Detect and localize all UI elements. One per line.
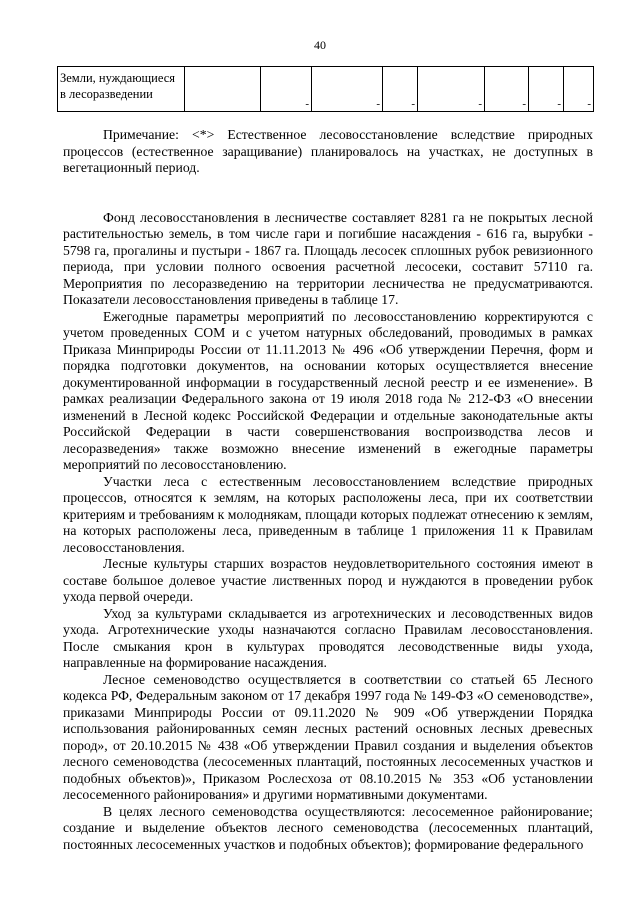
table-cell: - — [485, 67, 529, 112]
paragraph: Ежегодные параметры мероприятий по лесовосстановлению корректируются с учетом проведенных СОМ и с учетом натурных обследований, проводимых в рамках Приказа Минприроды России от 11.11.2013 № 496 «Об утверждении Перечня, форм и порядка подготовки документов, на основании которых осуществляется внесение документированной информации в государственный лесной реестр и ее изменение». В рамках реализации Федерального закона от 19 июля 2018 года № 212-ФЗ «О внесении изменений в Лесной кодекс Российской Федерации и отдельные законодательные акты Российской Федерации в части совершенствования воспроизводства лесов и лесоразведения» также возможно внесение изменений в ежегодные параметры мероприятий по лесовосстановлению. — [63, 308, 593, 472]
row-label-line2: в лесоразведении — [60, 87, 153, 101]
paragraph: Фонд лесовосстановления в лесничестве составляет 8281 га не покрытых лесной растительностью земель, в том числе гари и погибшие насаждения - 616 га, вырубки - 5798 га, прогалины и пустыри - 1867 га. Площадь лесосек сплошных рубок ревизионного периода, при условии полного освоения расчетной лесосеки, составит 57110 га. Мероприятия по лесоразведению на территории лесничества не предусматриваются. Показатели лесовосстановления приведены в таблице 17. — [63, 209, 593, 307]
paragraph: В целях лесного семеноводства осуществляются: лесосеменное районирование; создание и выделение объектов лесного семеноводства (лесосеменных плантаций, постоянных лесосеменных участков и подобных объектов); формирование федерального — [63, 803, 593, 852]
document-body — [63, 127, 593, 853]
table-row — [58, 67, 594, 112]
table-cell: - — [529, 67, 564, 112]
table-cell: - — [261, 67, 312, 112]
paragraph: Лесное семеноводство осуществляется в соответствии со статьей 65 Лесного кодекса РФ, Федеральным законом от 17 декабря 1997 года № 149-ФЗ «О семеноводстве», приказами Минприроды России от 09.11.2020 № 909 «Об утверждении Порядка использования районированных семян лесных растений основных лесных древесных пород», от 20.10.2015 № 438 «Об утверждении Правил создания и выделения объектов лесного семеноводства (лесосеменных плантаций, постоянных лесосеменных участков и подобных объектов)», Приказом Рослесхоза от 08.10.2015 № 353 «Об установлении лесосеменного районирования» и другими нормативными документами. — [63, 671, 593, 802]
table-fragment — [57, 66, 594, 112]
note-paragraph: Примечание: <*> Естественное лесовосстановление вследствие природных процессов (естественное заращивание) планировалось на участках, не доступных в вегетационный период. — [63, 127, 593, 175]
table-cell: - — [383, 67, 418, 112]
paragraph: Лесные культуры старших возрастов неудовлетворительного состояния имеют в составе большое долевое участие лиственных пород и нуждаются в проведении рубок ухода первой очереди. — [63, 556, 593, 604]
table-cell: - — [418, 67, 485, 112]
table-cell: - — [312, 67, 383, 112]
paragraph: Участки леса с естественным лесовосстановлением вследствие природных процессов, относятся к землям, на которых расположены леса, при их соответствии критериям и требованиям к молоднякам, площади которых подлежат отнесению к землям, на которых расположены леса, приведенным в таблице 1 приложения 11 к Правилам лесовосстановления. — [63, 473, 593, 555]
row-label-cell — [58, 67, 185, 112]
page-number: 40 — [314, 38, 326, 52]
table-cell: - — [564, 67, 594, 112]
paragraph: Уход за культурами складывается из агротехнических и лесоводственных видов ухода. Агротехнические уходы назначаются согласно Правилам лесовосстановления. После смыкания крон в культурах проводятся лесоводственные виды ухода, направленные на формирование насаждения. — [63, 605, 593, 670]
row-label-line1: Земли, нуждающиеся — [60, 71, 176, 85]
table-cell — [185, 67, 261, 112]
